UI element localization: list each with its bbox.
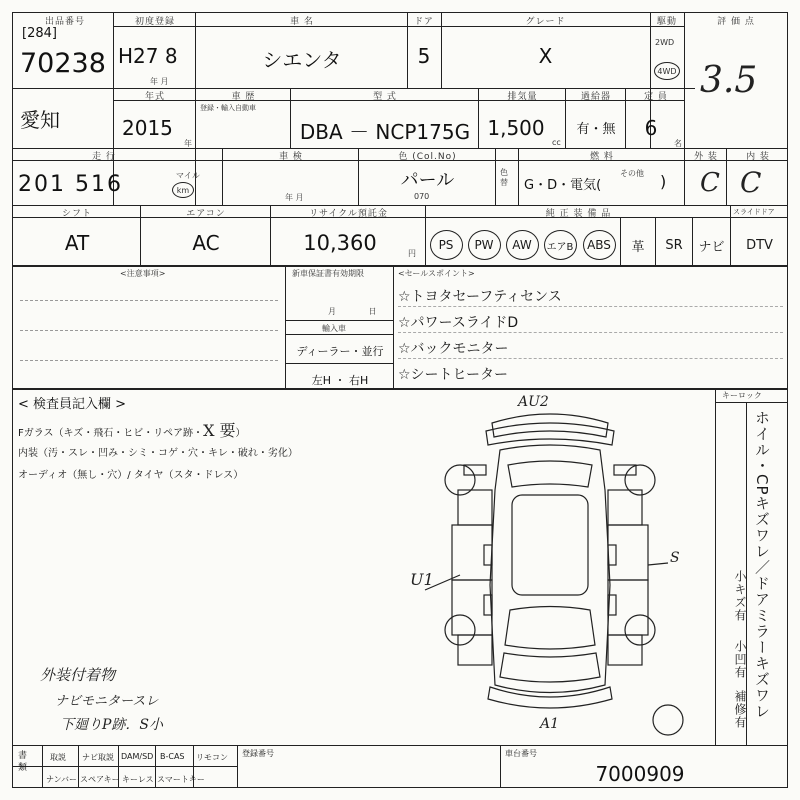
model-value: シエンタ: [262, 48, 342, 72]
equip-navi: ナビ: [698, 239, 725, 255]
fuel-label: 燃 料: [590, 152, 614, 162]
turbo-label: 過給器: [580, 92, 611, 102]
mileage-mile: マイル: [176, 171, 200, 180]
drive-4wd: 4WD: [654, 62, 680, 80]
inspector-title: < 検査員記入欄 >: [18, 397, 127, 412]
fuel-value: G・D・電気(: [524, 178, 602, 193]
first-reg-unit: 年 月: [150, 77, 169, 86]
chassis-value: DBA － NCP175G: [299, 120, 471, 144]
doors-label: ドア: [414, 17, 434, 27]
capacity-value: 6: [644, 116, 658, 140]
fglass-mark: X 要: [203, 421, 236, 440]
aircon-label: エアコン: [186, 209, 226, 219]
shaken-unit: 年 月: [285, 193, 304, 202]
warranty-label: 新車保証書有効期限: [292, 269, 364, 278]
displacement-unit: cc: [552, 138, 561, 147]
fglass-close: ）: [235, 428, 246, 439]
first-reg-value: H27 8: [118, 44, 178, 68]
aircon-value: AC: [192, 231, 220, 255]
turbo-value: 有・無: [576, 122, 616, 137]
caution-label: <注意事項>: [120, 269, 166, 278]
first-reg-label: 初度登録: [134, 17, 175, 27]
doc-navi-manual: ナビ取説: [82, 753, 114, 762]
diagram-mark-au2: AU2: [518, 394, 549, 410]
recycle-label: リサイクル預託金: [309, 209, 388, 219]
diagram-mark-u1: U1: [410, 570, 434, 589]
shift-label: シフト: [61, 209, 92, 219]
management-value: 7000909: [595, 762, 685, 786]
equip-leather: 革: [631, 239, 645, 255]
color-code: 070: [414, 192, 430, 201]
recycle-value: 10,360: [303, 231, 377, 255]
history-sub: 登録・輸入自動車: [200, 104, 256, 112]
doc-keyless: キーレス: [122, 775, 154, 784]
grade-label: グレード: [525, 17, 566, 27]
fuel-close: ): [660, 172, 667, 191]
reg-no-label: 登録番号: [242, 749, 274, 758]
sales-point-3: ☆バックモニター: [398, 341, 509, 357]
equip-airbag: エアB: [542, 225, 578, 265]
doc-manual: 取説: [50, 753, 66, 762]
doc-dam-sd: DAM/SD: [121, 752, 154, 761]
year-label: 年式: [144, 92, 165, 102]
mileage-label: 走 行: [92, 152, 116, 162]
year-value: 2015: [122, 116, 173, 140]
docs-label: 書類: [18, 751, 28, 773]
note-1: 外装付着物: [40, 666, 116, 684]
lot-number: 70238: [20, 48, 106, 79]
equip-aw: AW: [504, 225, 540, 265]
management-label: 車台番号: [505, 749, 537, 758]
color-change: 色替: [500, 168, 508, 187]
equip-sunroof: SR: [665, 237, 683, 253]
drive-2wd: 2WD: [655, 38, 675, 47]
model-label: 車 名: [290, 17, 314, 27]
color-value: パール: [400, 170, 455, 191]
doc-spare-key: スペアキー: [80, 775, 120, 784]
right-note-main: ホイル・CPキズワレ／ドアミラーキズワレ: [753, 410, 771, 720]
note-3: 下廻りP跡．S小: [60, 717, 164, 733]
region-value: 愛知: [20, 108, 60, 132]
import-label: 輸入車: [322, 324, 346, 333]
year-unit: 年: [184, 139, 192, 148]
doors-value: 5: [417, 44, 431, 68]
keyless-label: キーロック: [722, 391, 762, 400]
mileage-value: 201 516: [18, 172, 123, 197]
steering-value: 左H ・ 右H: [311, 374, 369, 387]
capacity-label: 定 員: [644, 92, 668, 102]
import-value: ディーラー・並行: [296, 345, 384, 358]
score-label: 評 価 点: [717, 17, 755, 27]
doc-remote: リモコン: [196, 753, 228, 762]
equip-pw: PW: [466, 225, 502, 265]
equip-abs: ABS: [580, 225, 618, 265]
warranty-unit: 月 日: [328, 307, 377, 316]
note-2: ナビモニタースレ: [55, 694, 159, 709]
color-label: 色 (Col.No): [398, 152, 457, 162]
sales-point-1: ☆トヨタセーフティセンス: [398, 289, 562, 305]
grade-value: X: [538, 44, 553, 68]
sliding-label: スライドドア: [733, 208, 775, 216]
shift-value: AT: [64, 231, 90, 255]
int-label: 内 装: [746, 152, 770, 162]
doc-smart-key: スマートキー: [157, 775, 205, 784]
right-note-sub1: 小キズ有: [733, 570, 747, 622]
int-value: C: [740, 166, 762, 199]
interior-line: 内装（汚・スレ・凹み・シミ・コゲ・穴・キレ・破れ・劣化）: [18, 448, 298, 459]
sales-point-2: ☆パワースライドD: [398, 315, 519, 331]
mileage-unit: km: [172, 182, 194, 198]
equipment-label: 純 正 装 備 品: [545, 209, 612, 219]
fglass-line: Fガラス（キズ・飛石・ヒビ・リペア跡・: [18, 428, 204, 439]
sales-label: <セールスポイント>: [398, 269, 475, 278]
history-label: 車 歴: [231, 92, 256, 102]
right-note-sub3: 補修有: [733, 690, 747, 729]
drive-label: 駆動: [656, 17, 677, 27]
diagram-mark-a1: A1: [540, 716, 560, 732]
displacement-label: 排気量: [507, 92, 538, 102]
ext-label: 外 装: [694, 152, 718, 162]
audio-tire-line: オーディオ（無し・穴）/ タイヤ（スタ・ドレス）: [18, 470, 244, 481]
car-diagram: [400, 395, 710, 740]
sales-point-4: ☆シートヒーター: [398, 367, 508, 383]
lot-box: [284]: [22, 26, 57, 41]
equip-dtv: DTV: [746, 237, 773, 253]
score-value: 3.5: [700, 60, 758, 101]
shaken-label: 車 検: [279, 152, 303, 162]
listing-label: 出品番号: [44, 17, 85, 27]
diagram-mark-s: S: [670, 550, 680, 566]
displacement-value: 1,500: [487, 116, 545, 140]
recycle-unit: 円: [408, 249, 416, 258]
doc-number: ナンバー: [46, 775, 78, 784]
right-note-sub2: 小凹有: [733, 640, 747, 679]
doc-bcas: B-CAS: [160, 752, 185, 761]
equip-ps: PS: [428, 225, 464, 265]
capacity-unit: 名: [674, 139, 682, 148]
fuel-other: その他: [620, 169, 644, 178]
ext-value: C: [700, 168, 720, 198]
chassis-label: 型 式: [373, 92, 397, 102]
